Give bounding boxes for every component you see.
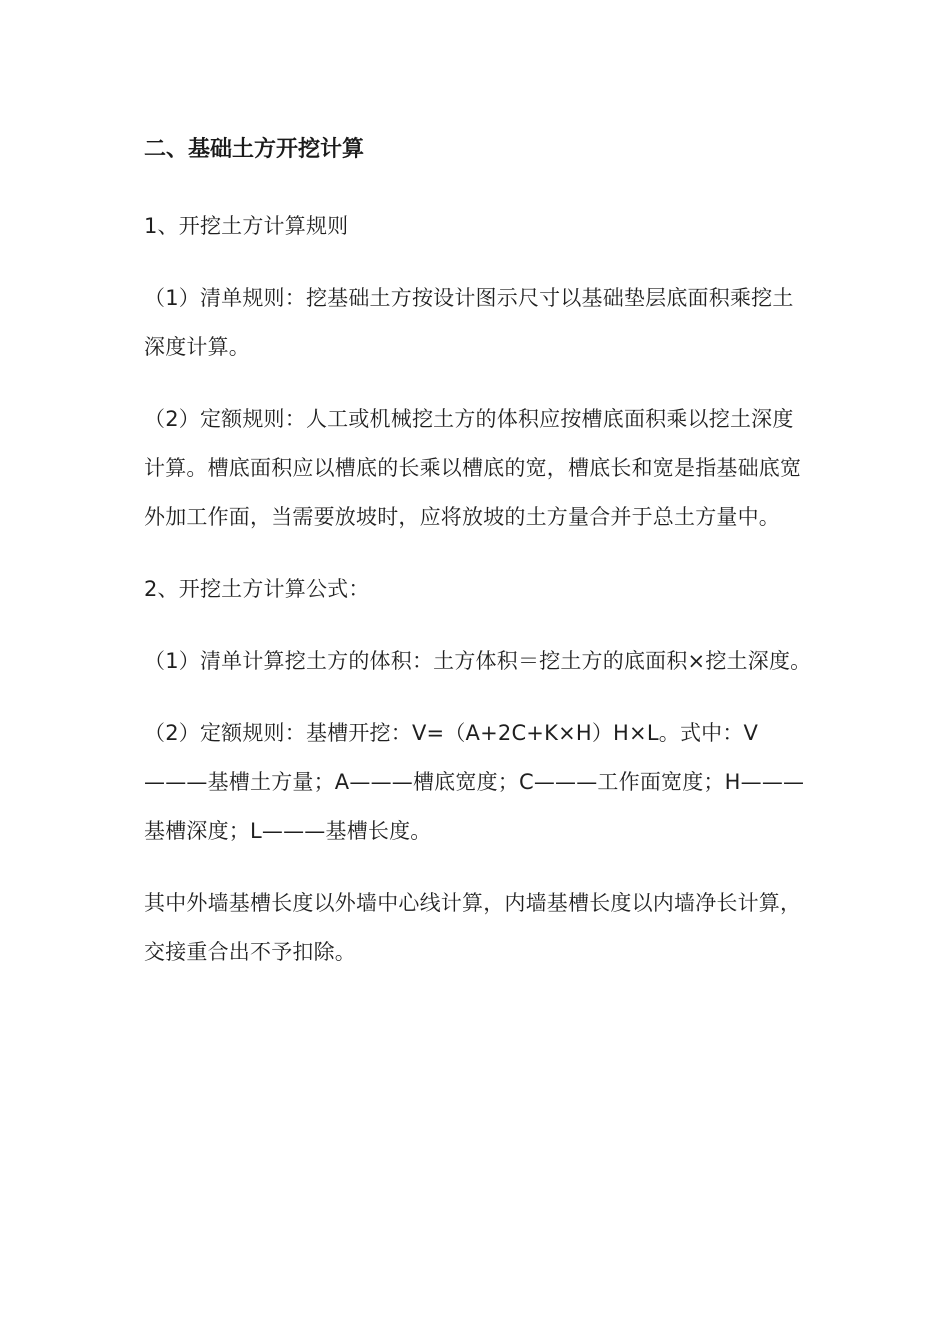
document-page — [144, 130, 812, 1000]
paragraph-quota-formula: （2）定额规则：基槽开挖：V=（A+2C+K×H）H×L。式中：V———基槽土方量；A———槽底宽度；C———工作面宽度；H———基槽深度；L———基槽长度。 — [144, 721, 805, 843]
paragraph-bill-rule: （1）清单规则：挖基础土方按设计图示尺寸以基础垫层底面积乘挖土深度计算。 — [144, 286, 794, 359]
subsection-title-formula: 2、开挖土方计算公式： — [144, 577, 370, 601]
paragraph-bill-formula: （1）清单计算挖土方的体积：土方体积＝挖土方的底面积×挖土深度。 — [144, 649, 812, 673]
paragraph-quota-rule: （2）定额规则：人工或机械挖土方的体积应按槽底面积乘以挖土深度计算。槽底面积应以槽底的长乘以槽底的宽，槽底长和宽是指基础底宽外加工作面，当需要放坡时，应将放坡的土方量合并于总土方量中。 — [144, 407, 802, 529]
paragraph-wall-length: 其中外墙基槽长度以外墙中心线计算，内墙基槽长度以内墙净长计算，交接重合出不予扣除。 — [144, 891, 802, 964]
section-heading: 二、基础土方开挖计算 — [144, 137, 365, 162]
subsection-title-rules: 1、开挖土方计算规则 — [144, 214, 349, 238]
